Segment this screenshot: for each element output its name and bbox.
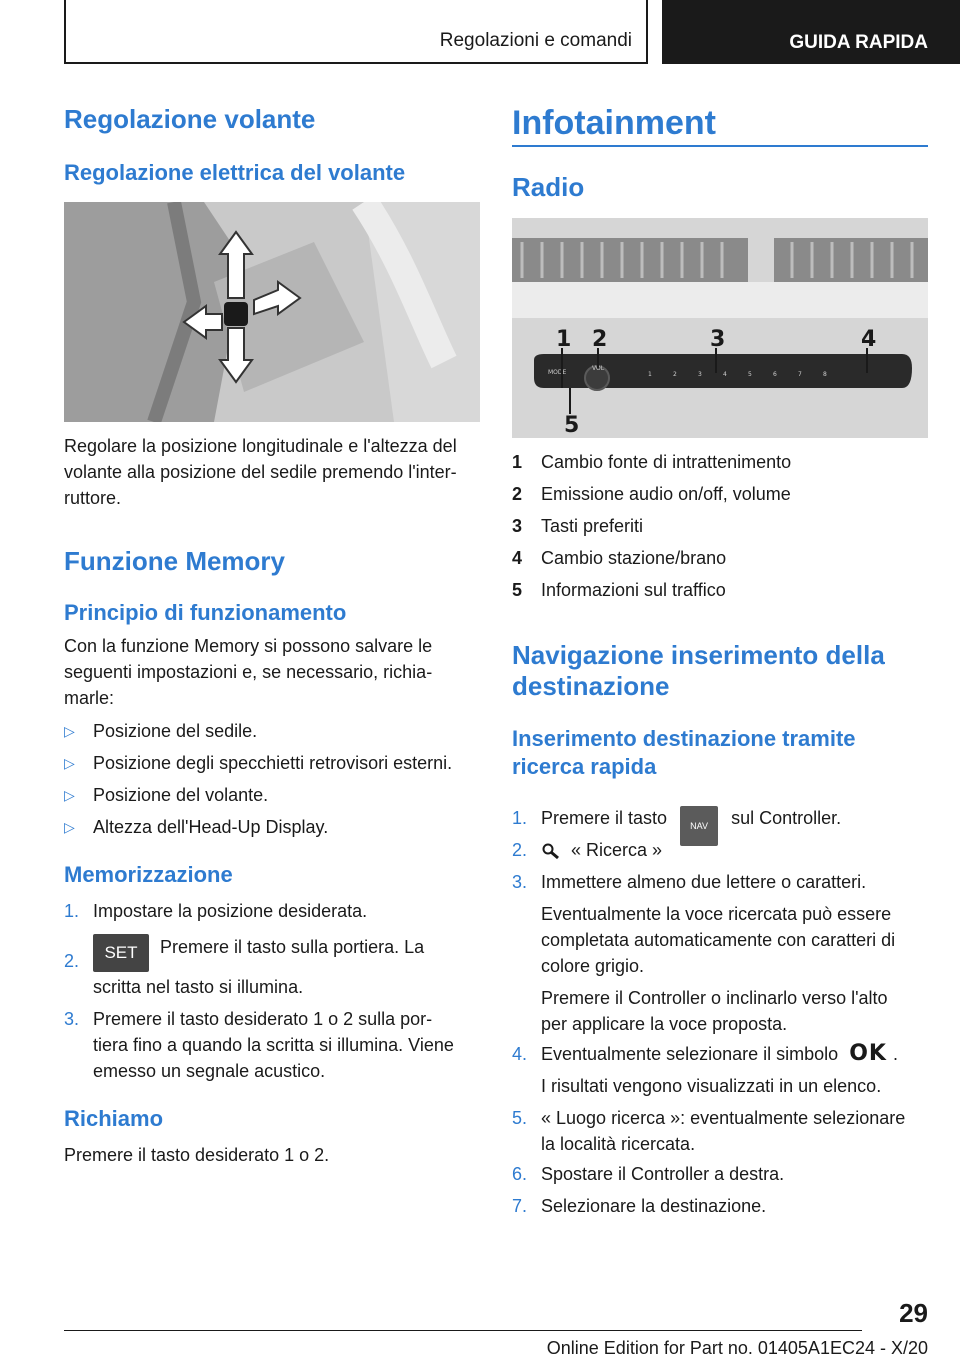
step-number: 1. bbox=[512, 808, 528, 828]
step-number: 2. bbox=[64, 951, 80, 971]
callout-number: 4 bbox=[861, 327, 877, 352]
callout-number: 1 bbox=[556, 327, 572, 352]
preset-label: 4 bbox=[723, 371, 727, 378]
item-text: Cambio stazione/brano bbox=[541, 548, 727, 568]
radio-panel-photo bbox=[512, 218, 928, 438]
bullet-triangle-icon: ▷ bbox=[64, 787, 75, 803]
nav-button-icon: NAV bbox=[680, 806, 718, 846]
preset-label: 1 bbox=[648, 371, 652, 378]
heading-rule bbox=[512, 145, 928, 147]
item-number: 2 bbox=[512, 484, 523, 504]
paragraph-principio-1: Con la funzione Memory si possono salvare le bbox=[64, 636, 433, 656]
paragraph-volante-2: volante alla posizione del sedile premendo l'inter‐ bbox=[64, 462, 457, 482]
item-text: Emissione audio on/off, volume bbox=[541, 484, 791, 504]
heading-regolazione-volante: Regolazione volante bbox=[64, 104, 316, 134]
item-number: 3 bbox=[512, 516, 523, 536]
step-line bbox=[541, 837, 662, 863]
step-text: « Luogo ricerca »: eventualmente selezionare bbox=[541, 1108, 906, 1128]
step-note: colore grigio. bbox=[541, 956, 645, 976]
step-text: Spostare il Controller a destra. bbox=[541, 1164, 785, 1184]
step-text: scritta nel tasto si illumina. bbox=[93, 977, 304, 997]
step-number: 3. bbox=[64, 1009, 80, 1029]
step-number: 2. bbox=[512, 840, 528, 860]
step-number: 1. bbox=[64, 901, 80, 921]
heading-ricerca-line: Inserimento destinazione tramite bbox=[512, 726, 856, 751]
bullet-text: Posizione del volante. bbox=[93, 785, 269, 805]
step-text: la località ricercata. bbox=[541, 1134, 696, 1154]
heading-memorizzazione: Memorizzazione bbox=[64, 862, 233, 887]
bullet-triangle-icon: ▷ bbox=[64, 819, 75, 835]
step-text: Selezionare la destinazione. bbox=[541, 1196, 767, 1216]
steering-adjust-photo bbox=[64, 202, 480, 422]
section-title: Regolazioni e comandi bbox=[439, 30, 632, 51]
guide-title: GUIDA RAPIDA bbox=[789, 32, 928, 53]
heading-infotainment: Infotainment bbox=[512, 104, 716, 142]
heading-richiamo: Richiamo bbox=[64, 1106, 164, 1131]
step-text: Eventualmente selezionare il simbolo bbox=[541, 1044, 839, 1064]
heading-funzione-memory: Funzione Memory bbox=[64, 546, 286, 576]
heading-navigazione-line: destinazione bbox=[512, 671, 670, 701]
callout-number: 5 bbox=[564, 413, 580, 438]
ok-symbol-icon: OK bbox=[849, 1041, 887, 1066]
callout-number: 2 bbox=[592, 327, 608, 352]
set-button-icon: SET bbox=[93, 934, 149, 972]
step-line bbox=[541, 1041, 898, 1067]
paragraph-principio-2: seguenti impostazioni e, se necessario, richia‐ bbox=[64, 662, 433, 682]
search-magnifier-icon bbox=[541, 842, 563, 860]
item-number: 4 bbox=[512, 548, 523, 568]
step-number: 6. bbox=[512, 1164, 528, 1184]
step-note: per applicare la voce proposta. bbox=[541, 1014, 788, 1034]
preset-label: 3 bbox=[698, 371, 702, 378]
heading-ricerca-rapida bbox=[512, 725, 856, 781]
bullet-triangle-icon: ▷ bbox=[64, 755, 75, 771]
paragraph-volante-3: ruttore. bbox=[64, 488, 122, 508]
step-text: Premere il tasto bbox=[541, 808, 668, 828]
step-number: 5. bbox=[512, 1108, 528, 1128]
heading-regolazione-elettrica: Regolazione elettrica del volante bbox=[64, 160, 406, 185]
header-guide-tab bbox=[662, 0, 960, 64]
step-text: emesso un segnale acustico. bbox=[93, 1061, 326, 1081]
paragraph-principio-3: marle: bbox=[64, 688, 115, 708]
radio-panel-illustration bbox=[512, 218, 928, 438]
preset-label: 7 bbox=[798, 371, 802, 378]
item-text: Cambio fonte di intrattenimento bbox=[541, 452, 792, 472]
step-text: « Ricerca » bbox=[571, 840, 663, 860]
steering-column-illustration bbox=[64, 202, 480, 422]
paragraph-richiamo: Premere il tasto desiderato 1 o 2. bbox=[64, 1145, 330, 1165]
step-text: . bbox=[892, 1044, 898, 1064]
bullet-text: Posizione del sedile. bbox=[93, 721, 258, 741]
paragraph-volante-1: Regolare la posizione longitudinale e l'altezza del bbox=[64, 436, 457, 456]
mode-label: MODE bbox=[548, 369, 567, 376]
step-number: 4. bbox=[512, 1044, 528, 1064]
step-text: Premere il tasto desiderato 1 o 2 sulla por‐ bbox=[93, 1009, 433, 1029]
step-note: completata automaticamente con caratteri di bbox=[541, 930, 896, 950]
step-line bbox=[93, 934, 424, 962]
step-number: 3. bbox=[512, 872, 528, 892]
footer-rule bbox=[64, 1330, 862, 1331]
edition-note: Online Edition for Part no. 01405A1EC24 - X/20 bbox=[546, 1338, 928, 1358]
step-text: Impostare la posizione desiderata. bbox=[93, 901, 368, 921]
step-note: Eventualmente la voce ricercata può essere bbox=[541, 904, 892, 924]
step-text: sul Controller. bbox=[731, 808, 842, 828]
item-number: 5 bbox=[512, 580, 523, 600]
heading-navigazione bbox=[512, 640, 885, 702]
page-number: 29 bbox=[899, 1298, 928, 1328]
item-text: Informazioni sul traffico bbox=[541, 580, 726, 600]
bullet-triangle-icon: ▷ bbox=[64, 723, 75, 739]
step-text: Immettere almeno due lettere o caratteri. bbox=[541, 872, 867, 892]
heading-ricerca-line: ricerca rapida bbox=[512, 754, 657, 779]
preset-label: 6 bbox=[773, 371, 777, 378]
bullet-text: Altezza dell'Head-Up Display. bbox=[93, 817, 329, 837]
preset-label: 5 bbox=[748, 371, 752, 378]
step-note: I risultati vengono visualizzati in un elenco. bbox=[541, 1076, 882, 1096]
callout-number: 3 bbox=[710, 327, 726, 352]
header-section-box bbox=[64, 0, 648, 64]
bullet-text: Posizione degli specchietti retrovisori esterni. bbox=[93, 753, 453, 773]
step-text: tiera fino a quando la scritta si illumina. Viene bbox=[93, 1035, 454, 1055]
vol-label: VOL bbox=[592, 365, 605, 372]
item-number: 1 bbox=[512, 452, 523, 472]
step-note: Premere il Controller o inclinarlo verso l'alto bbox=[541, 988, 888, 1008]
step-line bbox=[541, 805, 841, 832]
preset-label: 8 bbox=[823, 371, 827, 378]
heading-navigazione-line: Navigazione inserimento della bbox=[512, 640, 885, 670]
preset-label: 2 bbox=[673, 371, 677, 378]
step-number: 7. bbox=[512, 1196, 528, 1216]
item-text: Tasti preferiti bbox=[541, 516, 644, 536]
heading-radio: Radio bbox=[512, 172, 585, 202]
heading-principio: Principio di funzionamento bbox=[64, 600, 347, 625]
step-text: Premere il tasto sulla portiera. La bbox=[160, 937, 425, 957]
